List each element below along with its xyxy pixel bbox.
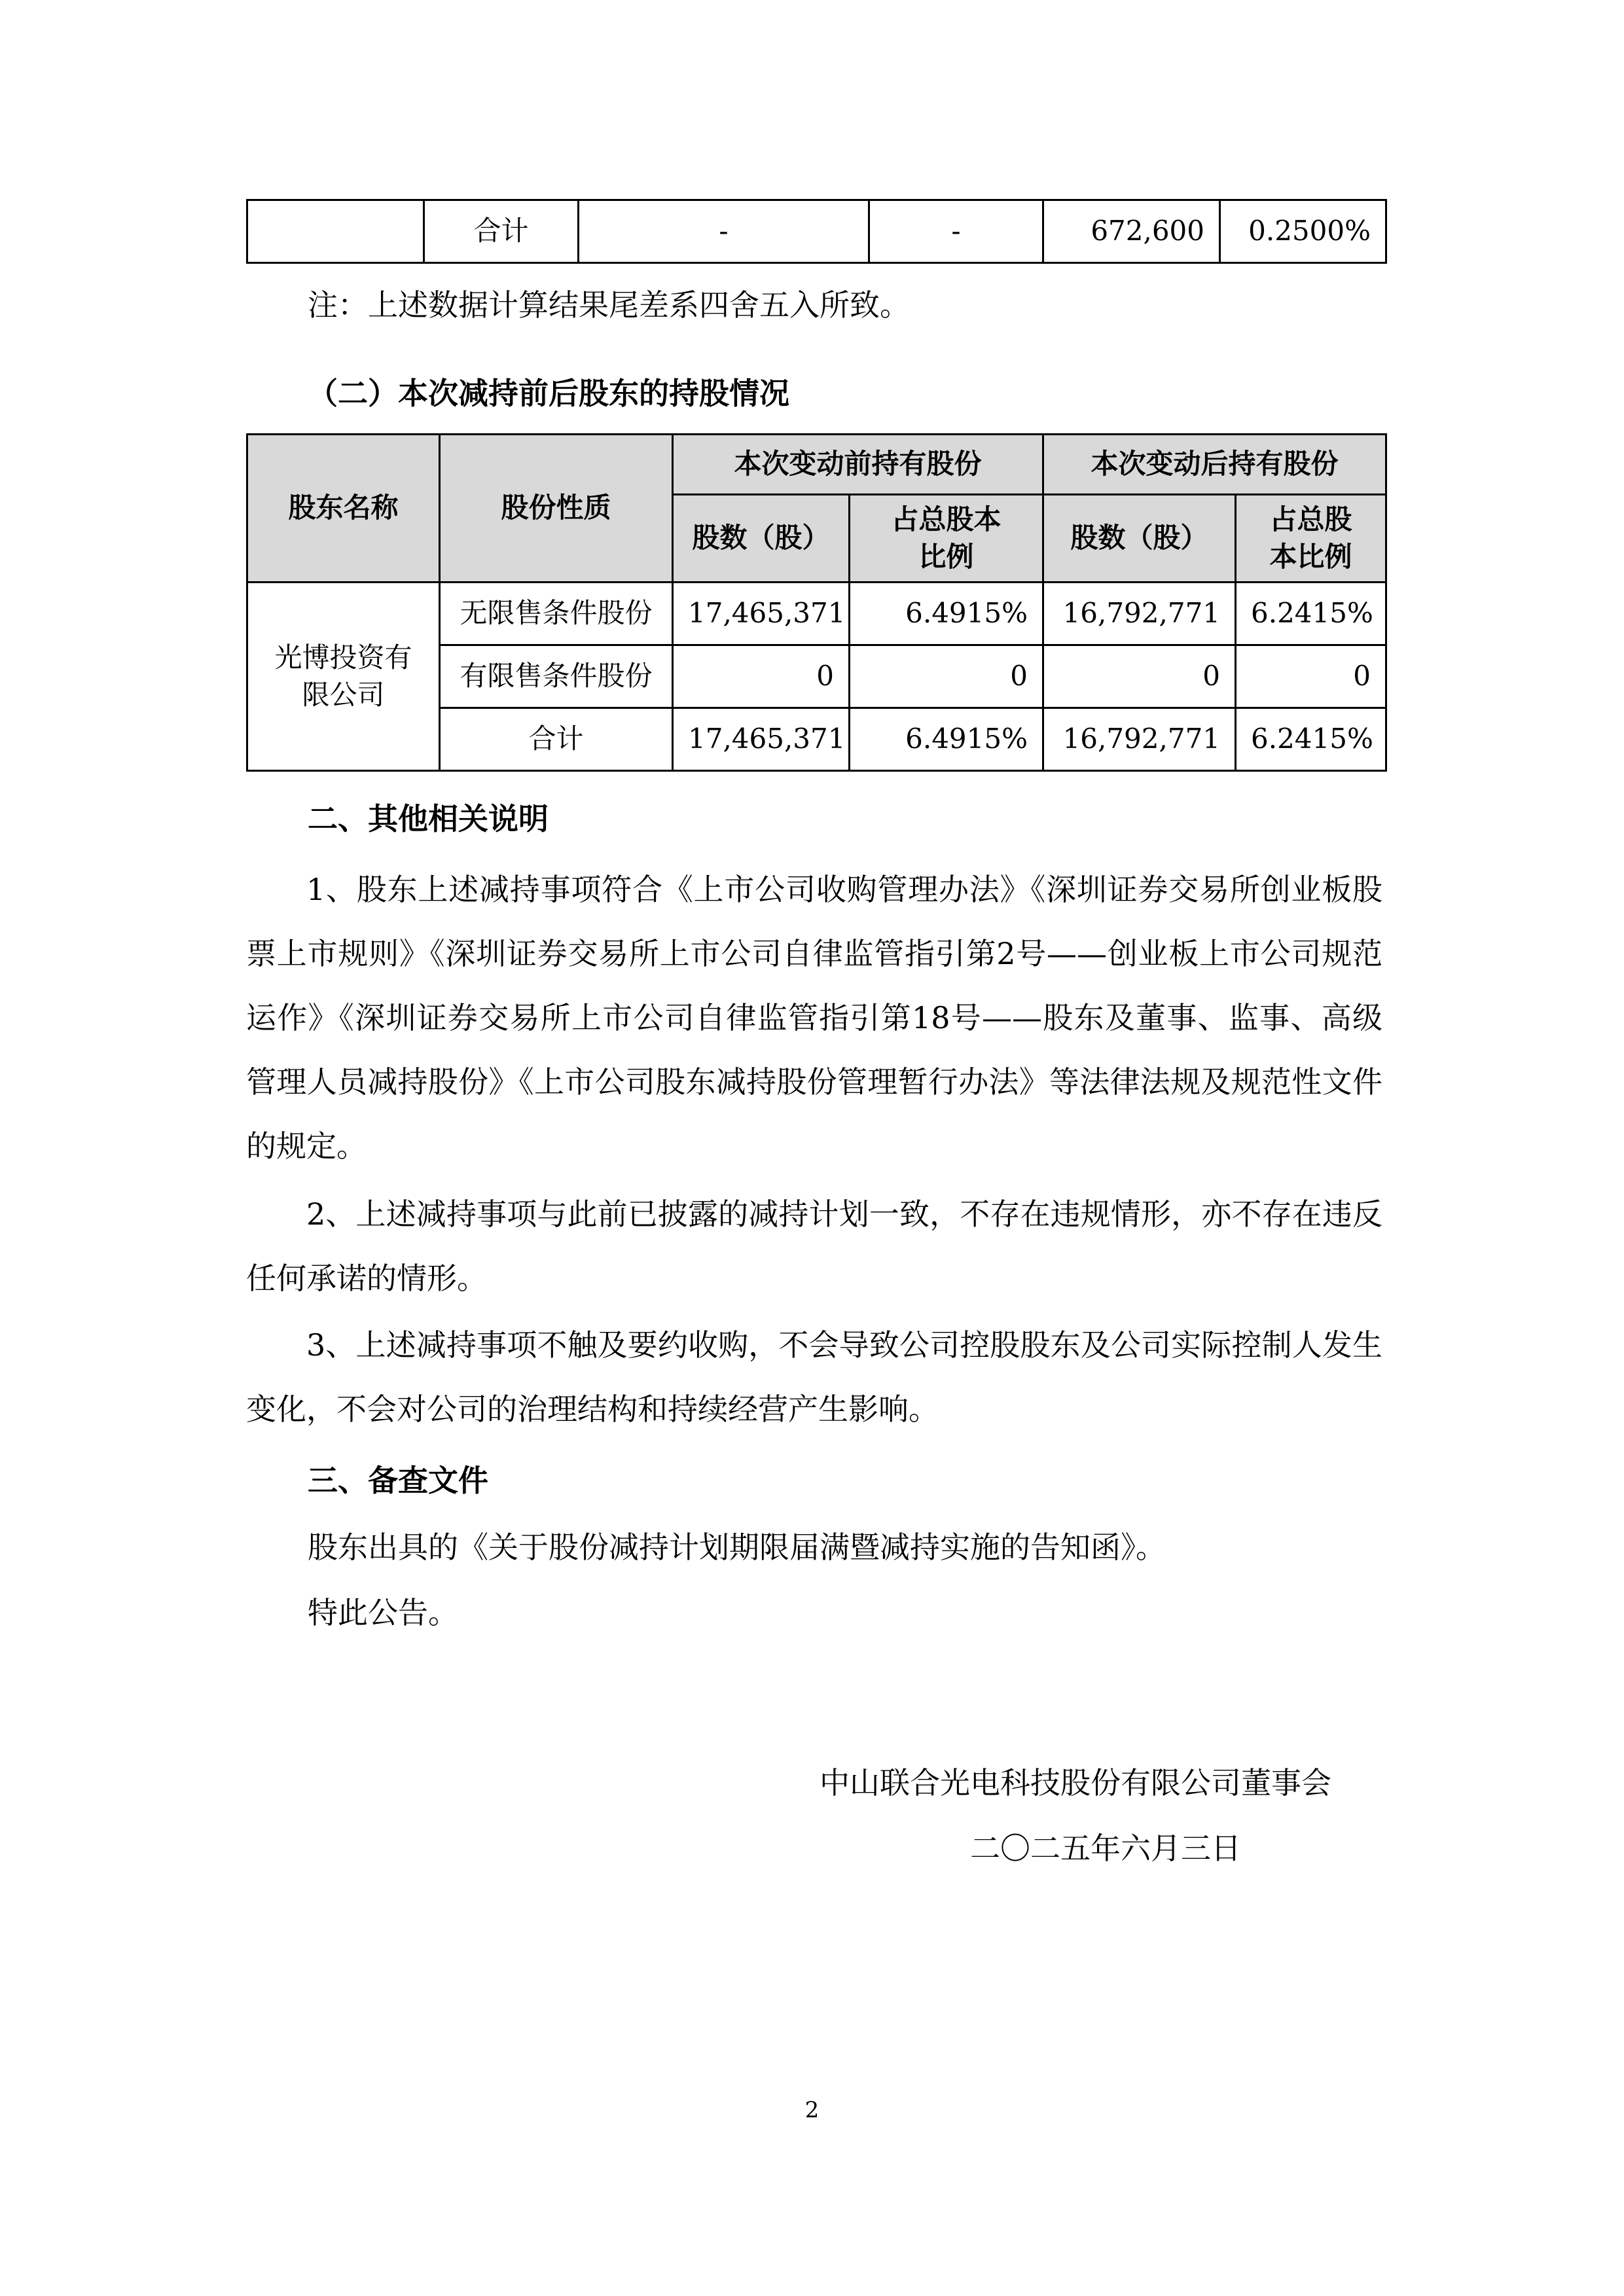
- table-cell: [247, 200, 424, 263]
- body-paragraph: 2、上述减持事项与此前已披露的减持计划一致，不存在违规情形，亦不存在违反任何承诺的情形。: [246, 1196, 1382, 1296]
- header-shareholder-name: 股东名称: [247, 435, 440, 583]
- signature-date: 二〇二五年六月三日: [970, 1831, 1241, 1866]
- signature-company: 中山联合光电科技股份有限公司董事会: [820, 1765, 1331, 1801]
- body-paragraph: 3、上述减持事项不触及要约收购，不会导致公司控股股东及公司实际控制人发生变化，不会对公司的治理结构和持续经营产生影响。: [246, 1327, 1382, 1427]
- table-header-row: [247, 435, 1386, 495]
- header-before-shares: 股数（股）: [673, 495, 850, 583]
- table-cell: 0: [1043, 645, 1236, 708]
- header-after-shares: 股数（股）: [1043, 495, 1236, 583]
- table-cell: 17,465,371: [673, 583, 850, 645]
- header-share-type: 股份性质: [440, 435, 673, 583]
- table-note: 注：上述数据计算结果尾差系四舍五入所致。: [308, 287, 910, 323]
- table-row: [247, 583, 1386, 645]
- header-after-group: 本次变动后持有股份: [1043, 435, 1386, 495]
- table-cell: 合计: [424, 200, 579, 263]
- table-cell: 16,792,771: [1043, 583, 1236, 645]
- table-cell: 672,600: [1043, 200, 1220, 263]
- header-after-ratio: 占总股本比例: [1236, 495, 1386, 583]
- table-cell: 无限售条件股份: [440, 583, 673, 645]
- table-row: [247, 200, 1386, 263]
- holding-table: [246, 433, 1387, 772]
- table-cell: 6.2415%: [1236, 583, 1386, 645]
- reference-document-line: 股东出具的《关于股份减持计划期限届满暨减持实施的告知函》。: [308, 1530, 1166, 1565]
- table-cell: -: [579, 200, 869, 263]
- page-number: 2: [804, 2097, 820, 2123]
- table-cell: 17,465,371: [673, 708, 850, 771]
- table-cell: 0.2500%: [1220, 200, 1386, 263]
- table-cell: 有限售条件股份: [440, 645, 673, 708]
- header-before-group: 本次变动前持有股份: [673, 435, 1043, 495]
- table-cell: 6.2415%: [1236, 708, 1386, 771]
- closing-line: 特此公告。: [308, 1595, 458, 1630]
- table-cell: 0: [673, 645, 850, 708]
- section-heading: 三、备查文件: [308, 1463, 488, 1498]
- shareholder-name-cell: 光博投资有限公司: [247, 583, 440, 771]
- table-cell: 6.4915%: [850, 583, 1043, 645]
- summary-table: [246, 199, 1387, 264]
- table-cell: 0: [1236, 645, 1386, 708]
- header-before-ratio: 占总股本比例: [850, 495, 1043, 583]
- table-cell: 6.4915%: [850, 708, 1043, 771]
- section-title: （二）本次减持前后股东的持股情况: [308, 376, 789, 411]
- section-heading: 二、其他相关说明: [308, 801, 549, 836]
- table-cell: 0: [850, 645, 1043, 708]
- body-paragraph: 1、股东上述减持事项符合《上市公司收购管理办法》《深圳证券交易所创业板股票上市规则》《深圳证券交易所上市公司自律监管指引第2号——创业板上市公司规范运作》《深圳证券交易所上市公司自律监管指引第18号——股东及董事、监事、高级管理人员减持股份》《上市公司股东减持股份管理暂行办法》等法律法规及规范性文件的规定。: [246, 872, 1382, 1164]
- table-cell: 合计: [440, 708, 673, 771]
- table-cell: -: [869, 200, 1043, 263]
- table-cell: 16,792,771: [1043, 708, 1236, 771]
